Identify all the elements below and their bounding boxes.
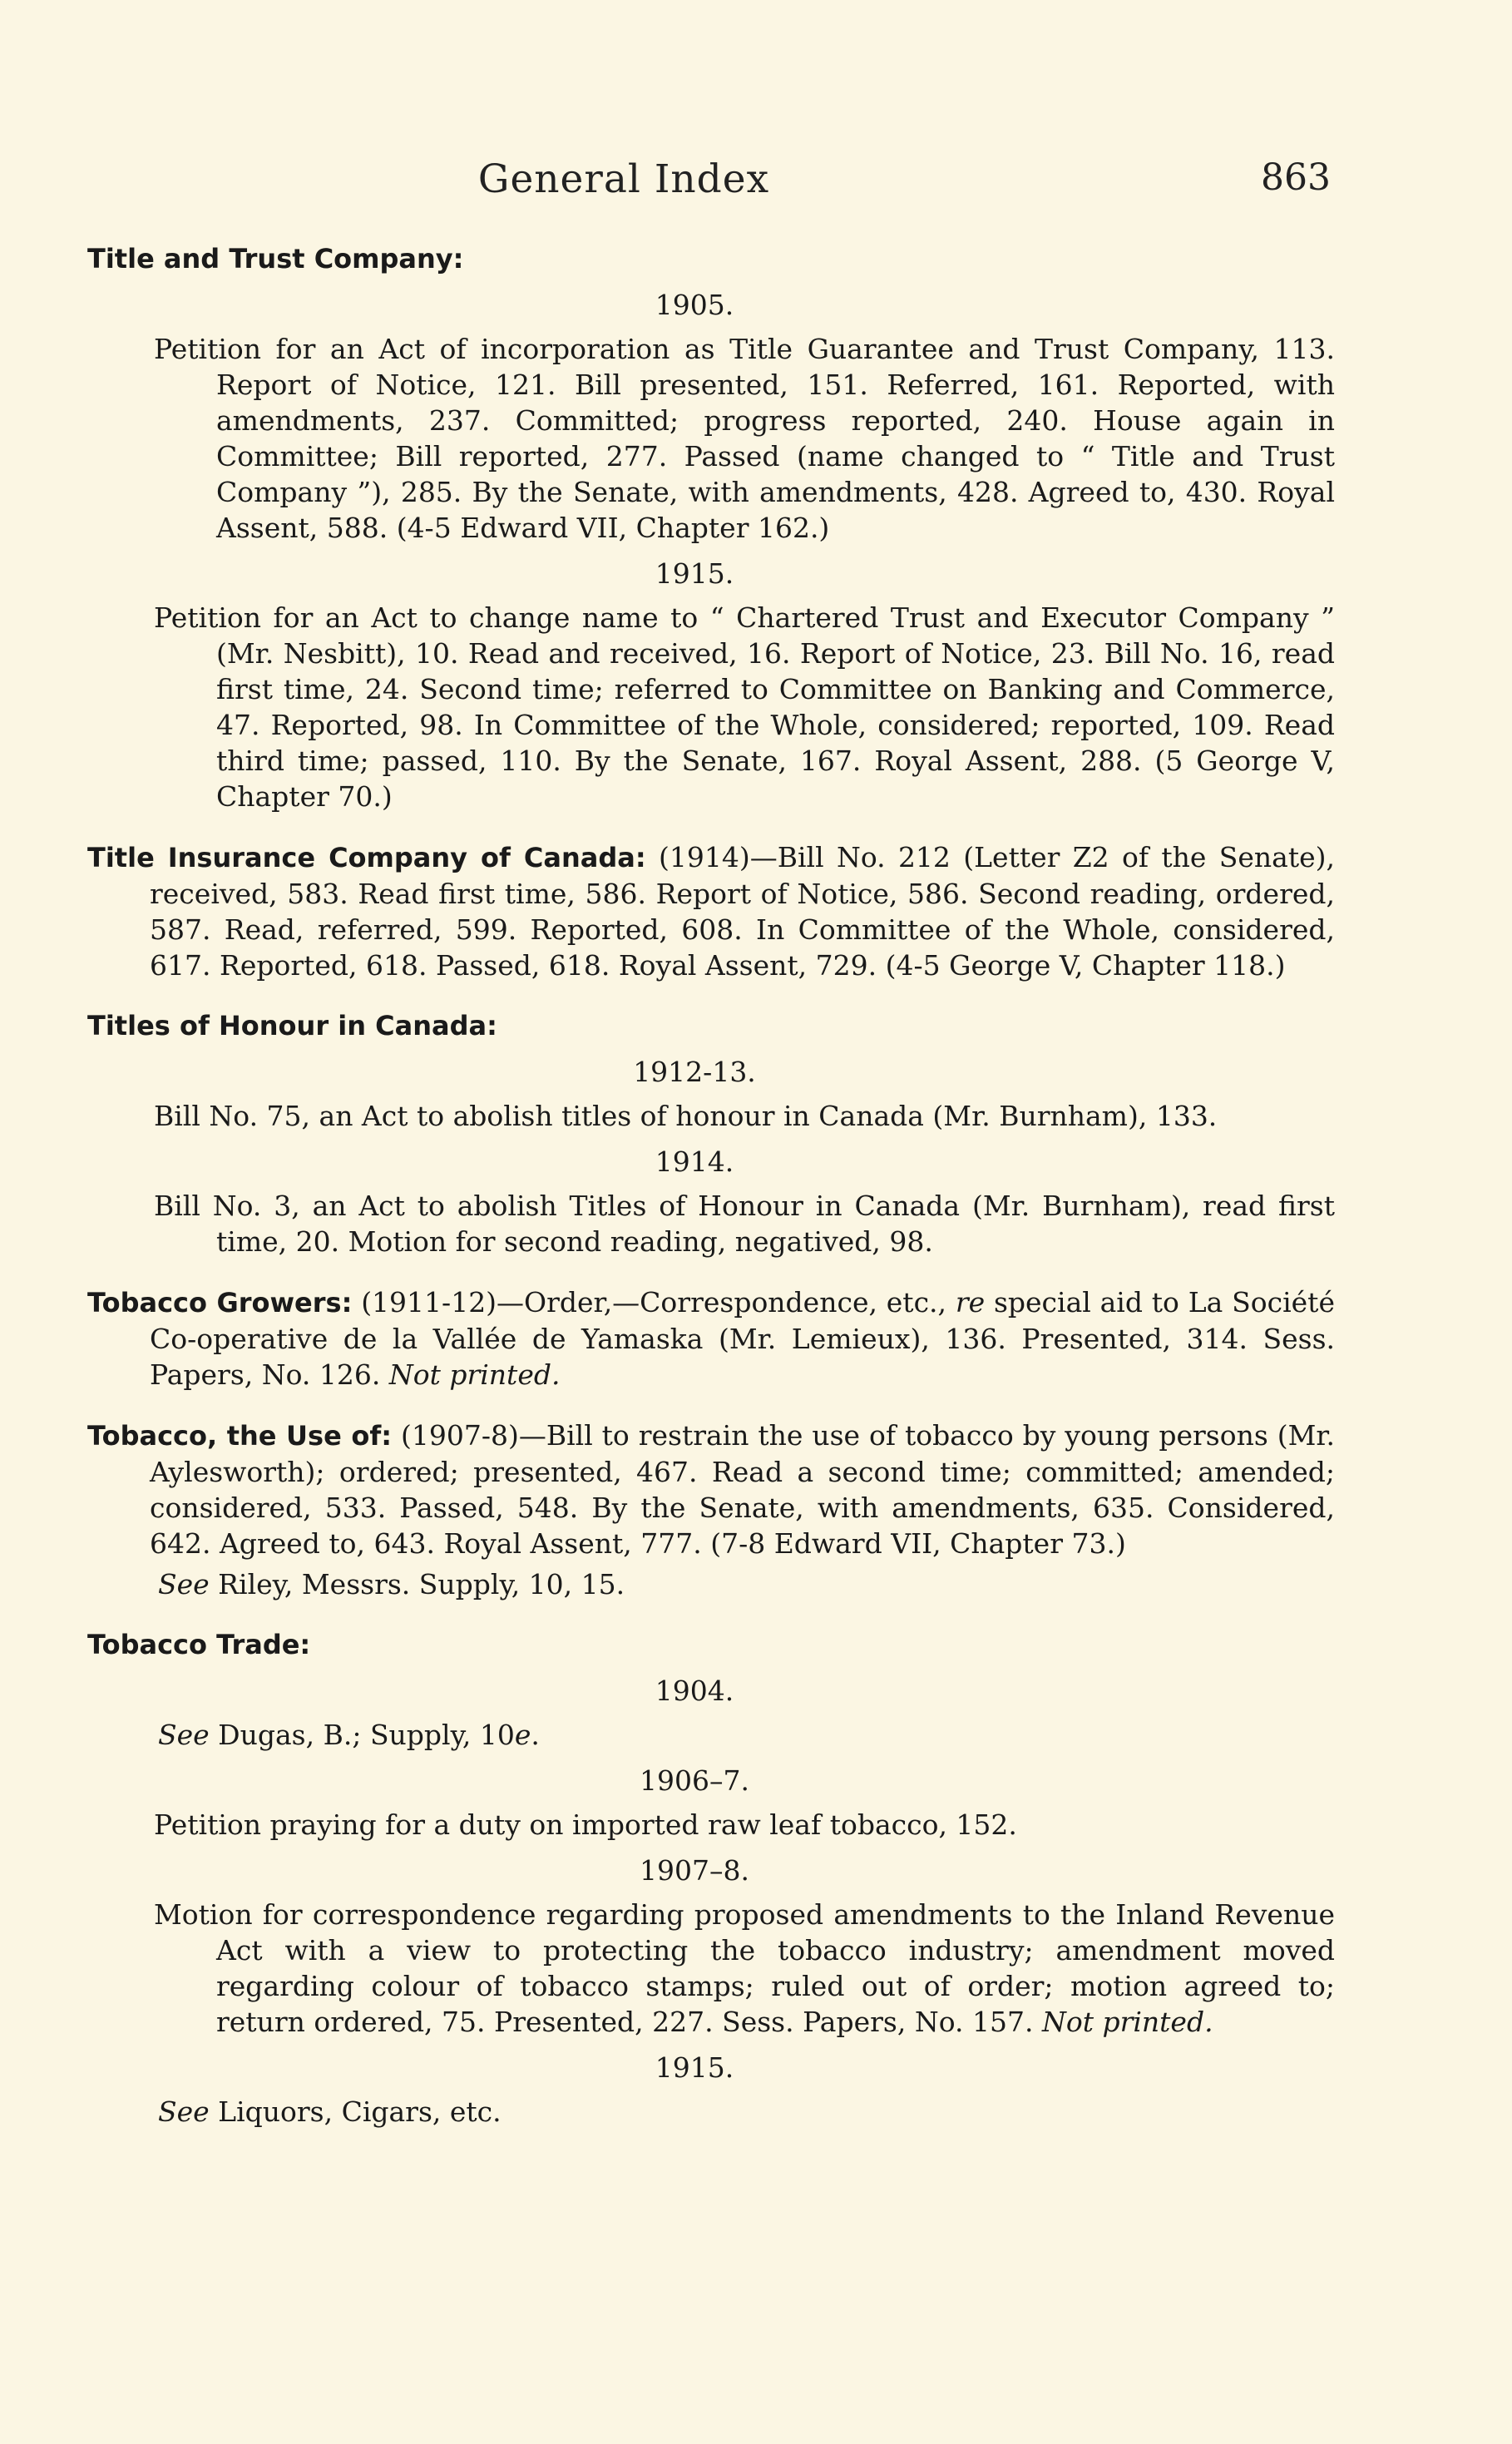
page-number: 863	[1261, 156, 1331, 199]
entry-heading: Tobacco, the Use of:	[87, 1420, 393, 1452]
entry-paragraph: Petition praying for a duty on imported raw leaf tobacco, 152.	[154, 1808, 1017, 1841]
entry-text-italic: re	[955, 1286, 986, 1318]
entry-text: (1911-12)—Order,—Correspondence, etc.,	[361, 1286, 947, 1318]
index-entry-title-trust	[87, 241, 1335, 814]
year-label: 1914.	[655, 1145, 734, 1178]
index-entry-tobacco-trade	[87, 1627, 1335, 2130]
entry-heading: Title and Trust Company:	[87, 243, 464, 275]
entry-text: special aid to La Société Co-operative de la Vallée de Yamaska (Mr. Lemieux), 136. Presented, 314. Sess. Papers, No. 126.	[150, 1286, 1335, 1391]
see-word: See	[158, 1568, 210, 1600]
year-label: 1915.	[655, 2051, 734, 2084]
entry-paragraph: Petition for an Act to change name to “ Chartered Trust and Executor Company ” (Mr. Nesbitt), 10. Read and received, 16. Report of Notice, 23. Bill No. 16, read first time, 24. Second time; referred to Committee on Banking and Commerce, 47. Reported, 98. In Committee of the Whole, considered; reported, 109. Read third time; passed, 110. By the Senate, 167. Royal Assent, 288. (5 George V, Chapter 70.)	[154, 601, 1335, 813]
index-entry-tobacco-use	[87, 1417, 1335, 1602]
entry-paragraph	[87, 1417, 1335, 1561]
index-content	[87, 241, 1335, 2155]
entry-heading: Titles of Honour in Canada:	[87, 1010, 497, 1041]
see-text: Dugas, B.; Supply, 10	[218, 1719, 515, 1751]
see-end: .	[531, 1719, 540, 1751]
entry-paragraph: Bill No. 3, an Act to abolish Titles of Honour in Canada (Mr. Burnham), read first time, 20. Motion for second reading, negatived, 98.	[154, 1190, 1335, 1258]
index-entry-title-insurance	[87, 839, 1335, 983]
index-entry-tobacco-growers	[87, 1284, 1335, 1393]
entry-paragraph	[87, 1897, 1335, 2040]
entry-heading: Title Insurance Company of Canada:	[87, 842, 646, 873]
see-reference	[87, 2094, 1335, 2130]
see-reference	[87, 1717, 1335, 1753]
index-entry-titles-honour	[87, 1008, 1335, 1259]
year-label: 1907–8.	[640, 1854, 749, 1887]
page-title: General Index	[477, 156, 770, 202]
see-reference	[87, 1566, 1335, 1602]
entry-heading: Tobacco Trade:	[87, 1629, 311, 1660]
entry-heading: Tobacco Growers:	[87, 1287, 353, 1318]
year-label: 1906–7.	[640, 1764, 749, 1797]
entry-paragraph	[87, 839, 1335, 983]
not-printed-note: Not printed.	[388, 1358, 561, 1391]
entry-paragraph: Petition for an Act of incorporation as Title Guarantee and Trust Company, 113. Report of Notice, 121. Bill presented, 151. Referred, 161. Reported, with amendments, 237. Committed; progress reported, 240. House again in Committee; Bill reported, 277. Passed (name changed to “ Title and Trust Company ”), 285. By the Senate, with amendments, 428. Agreed to, 430. Royal Assent, 588. (4-5 Edward VII, Chapter 162.)	[154, 333, 1335, 544]
year-label: 1905.	[655, 289, 734, 321]
see-text: Liquors, Cigars, etc.	[218, 2095, 502, 2128]
entry-text: Motion for correspondence regarding proposed amendments to the Inland Revenue Act with a view to protecting the tobacco industry; amendment moved regarding colour of tobacco stamps; ruled out of order; motion agreed to; return ordered, 75. Presented, 227. Sess. Papers, No. 157.	[154, 1898, 1335, 2038]
see-suffix: e	[514, 1719, 531, 1751]
entry-paragraph: Bill No. 75, an Act to abolish titles of honour in Canada (Mr. Burnham), 133.	[154, 1100, 1218, 1132]
see-text: Riley, Messrs. Supply, 10, 15.	[218, 1568, 625, 1600]
year-label: 1915.	[655, 557, 734, 590]
entry-paragraph	[87, 1284, 1335, 1393]
year-label: 1912-13.	[633, 1056, 756, 1088]
see-word: See	[158, 1719, 210, 1751]
page-header	[0, 156, 1512, 206]
see-word: See	[158, 2095, 210, 2128]
year-label: 1904.	[655, 1675, 734, 1707]
entry-text: (1914)—Bill No. 212 (Letter Z2 of the Senate), received, 583. Read first time, 586. Report of Notice, 586. Second reading, ordered, 587. Read, referred, 599. Reported, 608. In Committee of the Whole, considered, 617. Reported, 618. Passed, 618. Royal Assent, 729. (4-5 George V, Chapter 118.)	[150, 841, 1335, 982]
not-printed-note: Not printed.	[1041, 2006, 1213, 2038]
entry-text: (1907-8)—Bill to restrain the use of tobacco by young persons (Mr. Aylesworth); ordered; presented, 467. Read a second time; committed; amended; considered, 533. Passed, 548. By the Senate, with amendments, 635. Considered, 642. Agreed to, 643. Royal Assent, 777. (7-8 Edward VII, Chapter 73.)	[150, 1419, 1335, 1560]
